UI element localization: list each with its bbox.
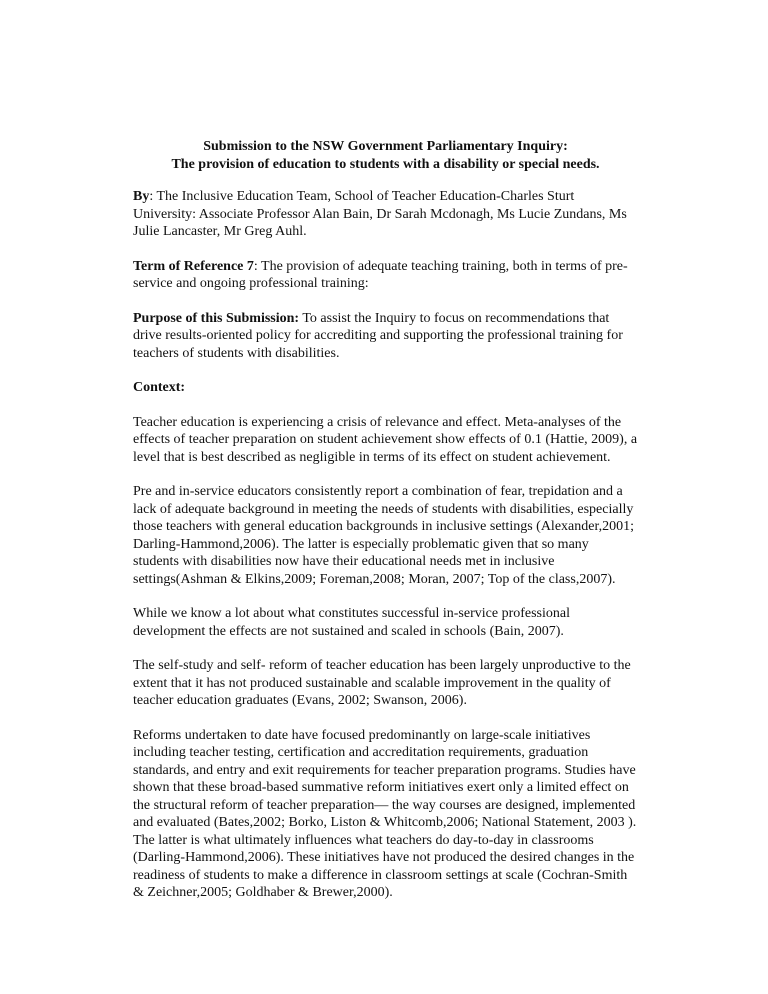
term-text: : The provision of adequate teaching training, both in terms of pre-service and ongoing professional training: [133,258,628,291]
authors-paragraph [133,188,638,241]
body-paragraph-2: Pre and in-service educators consistently report a combination of fear, trepidation and a lack of adequate background in meeting the needs of students with disabilities, especially those teachers with general education backgrounds in inclusive settings (Alexander,2001; Darling-Hammond,2006). The latter is especially problematic given that so many students with disabilities now have their educational needs met in inclusive settings(Ashman & Elkins,2009; Foreman,2008; Moran, 2007; Top of the class,2007). [133,484,634,587]
body-paragraph-1: Teacher education is experiencing a crisis of relevance and effect. Meta-analyses of the effects of teacher preparation on student achievement show effects of 0.1 (Hattie, 2009), a level that is best described as negligible in terms of its effect on student achievement. [133,414,638,465]
context-heading: Context: [133,380,186,395]
purpose-text: To assist the Inquiry to focus on recommendations that drive results-oriented policy for accrediting and supporting the professional training for teachers of students with disabilities. [133,310,623,361]
title-line-2: The provision of education to students with a disability or special needs. [171,156,600,172]
purpose-label: Purpose of this Submission: [133,310,300,326]
body-paragraph-4: The self-study and self- reform of teacher education has been largely unproductive to the extent that it has not produced sustainable and scalable improvement in the quality of teacher education graduates (Evans, 2002; Swanson, 2006). [133,658,631,708]
title-line-1: Submission to the NSW Government Parliamentary Inquiry: [203,139,568,154]
body-paragraph-5: Reforms undertaken to date have focused predominantly on large-scale initiatives including teacher testing, certification and accreditation requirements, graduation standards, and entry and exit requirements for teacher preparation programs. Studies have shown that these broad-based summative reform initiatives exert only a limited effect on the structural reform of teacher preparation— the way courses are designed, implemented and evaluated (Bates,2002; Borko, Liston & Whitcomb,2006; National Statement, 2003 ). The latter is what ultimately influences what teachers do day-to-day in classrooms (Darling-Hammond,2006). These initiatives have not produced the desired changes in the readiness of students to make a difference in classroom settings at scale (Cochran-Smith & Zeichner,2005; Goldhaber & Brewer,2000). [133,727,637,900]
by-label: By [133,189,150,204]
body-paragraph-3: While we know a lot about what constitutes successful in-service professional development the effects are not sustained and scaled in schools (Bain, 2007). [133,606,570,639]
term-of-reference-paragraph [133,258,638,293]
document-title [133,138,638,173]
term-label: Term of Reference 7 [133,258,254,274]
document-page [133,138,638,919]
purpose-paragraph [133,310,638,363]
by-text: : The Inclusive Education Team, School of Teacher Education-Charles Sturt University: Associate Professor Alan Bain, Dr Sarah Mcdonagh, Ms Lucie Zundans, Ms Julie Lancaster, Mr Greg Auhl. [133,189,627,239]
